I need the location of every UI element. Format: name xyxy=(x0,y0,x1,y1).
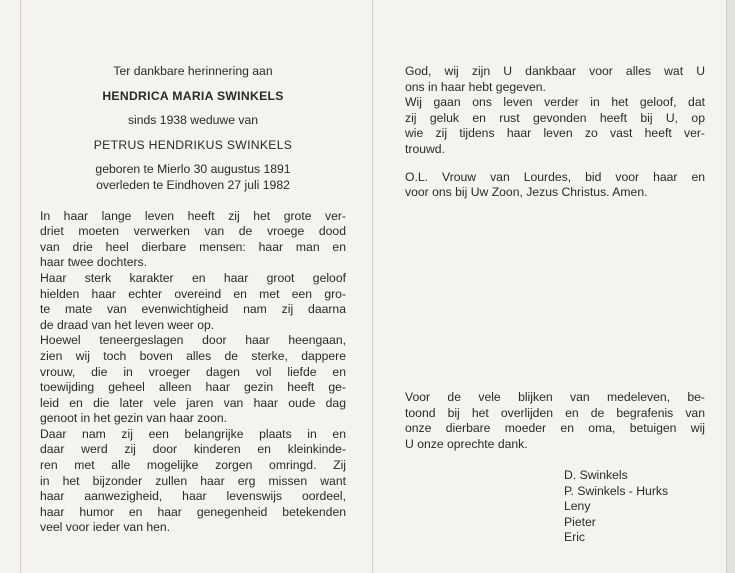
life-text xyxy=(40,209,346,536)
text-line: in het bijzonder zullen haar erg missen want xyxy=(40,473,346,488)
deceased-name: HENDRICA MARIA SWINKELS xyxy=(102,88,284,103)
text-line: Wij gaan ons leven verder in het geloof, dat xyxy=(405,95,705,110)
left-panel xyxy=(40,64,346,536)
text-line: haar twee dochters. xyxy=(40,255,148,270)
signatures xyxy=(564,468,668,546)
thanks-text xyxy=(405,390,705,452)
text-line: U onze oprechte dank. xyxy=(405,436,528,451)
text-line: hielden haar echter overeind en met een gro- xyxy=(40,286,346,301)
text-line: Hoewel teneergeslagen door haar heengaan, xyxy=(40,333,346,348)
prayer-text xyxy=(405,64,705,158)
text-line: Daar nam zij een belangrijke plaats in en xyxy=(40,426,346,441)
text-line: haar aanwezigheid, haar levenswijs oordeel, xyxy=(40,489,346,504)
thanks-section xyxy=(405,390,705,452)
text-line: van drie heel dierbare mensen: haar man en xyxy=(40,239,346,254)
signature-name: Leny xyxy=(564,499,591,514)
text-line: zien wij toch boven alles de sterke, dappere xyxy=(40,348,346,363)
husband-name: PETRUS HENDRIKUS SWINKELS xyxy=(93,137,293,152)
text-line: ren met alle mogelijke zorgen omringd. Zij xyxy=(40,458,346,473)
text-line: Voor de vele blijken van medeleven, be- xyxy=(405,390,705,404)
text-line: veel voor ieder van hen. xyxy=(40,520,171,535)
text-line: voor ons bij Uw Zoon, Jezus Christus. Amen. xyxy=(405,185,648,200)
text-line: genoot in het gezin van haar zoon. xyxy=(40,411,228,426)
text-line: vrouw, die in vroeger dagen vol liefde en xyxy=(40,364,346,379)
card-edge-left xyxy=(20,0,21,573)
lourdes-prayer xyxy=(405,170,705,201)
card-fold-line xyxy=(372,0,373,573)
text-line: de draad van het leven weer op. xyxy=(40,317,215,332)
text-line: toewijding geheel alleen haar gezin heeft ge- xyxy=(40,380,346,395)
died-line: overleden te Eindhoven 27 juli 1982 xyxy=(96,177,290,192)
text-line: leid en die later vele jaren van haar oude dag xyxy=(40,395,346,410)
text-line: daar werd zij door kinderen en kleinkinde- xyxy=(40,442,346,457)
text-line: wie zij tijdens haar leven zo vast heeft ver- xyxy=(405,126,705,141)
text-line: God, wij zijn U dankbaar voor alles wat U xyxy=(405,64,705,78)
text-line: te mate van evenwichtigheid nam zij daarna xyxy=(40,302,346,317)
widow-since: sinds 1938 weduwe van xyxy=(127,113,259,128)
signature-name: Eric xyxy=(564,530,585,545)
text-line: trouwd. xyxy=(405,141,445,156)
text-line: In haar lange leven heeft zij het grote ver- xyxy=(40,208,346,223)
signature-name: Pieter xyxy=(564,514,596,529)
text-line: onze dierbare moeder en oma, betuigen wij xyxy=(405,421,705,436)
text-line: haar humor en haar genegenheid betekenden xyxy=(40,504,346,519)
signature-name: P. Swinkels - Hurks xyxy=(564,483,669,498)
text-line: driet moeten verwerken van de vroege dood xyxy=(40,224,346,239)
text-line: zij geluk en rust gevonden heeft bij U, op xyxy=(405,110,705,125)
right-panel xyxy=(405,64,705,201)
card-edge-right xyxy=(726,0,735,573)
text-line: toond bij het overlijden en de begrafenis van xyxy=(405,405,705,420)
text-line: ons in haar hebt gegeven. xyxy=(405,79,546,94)
intro-text: Ter dankbare herinnering aan xyxy=(113,64,273,78)
signature-name: D. Swinkels xyxy=(564,468,628,482)
born-line: geboren te Mierlo 30 augustus 1891 xyxy=(95,162,291,177)
text-line: O.L. Vrouw van Lourdes, bid voor haar en xyxy=(405,169,705,184)
text-line: Haar sterk karakter en haar groot geloof xyxy=(40,270,346,285)
